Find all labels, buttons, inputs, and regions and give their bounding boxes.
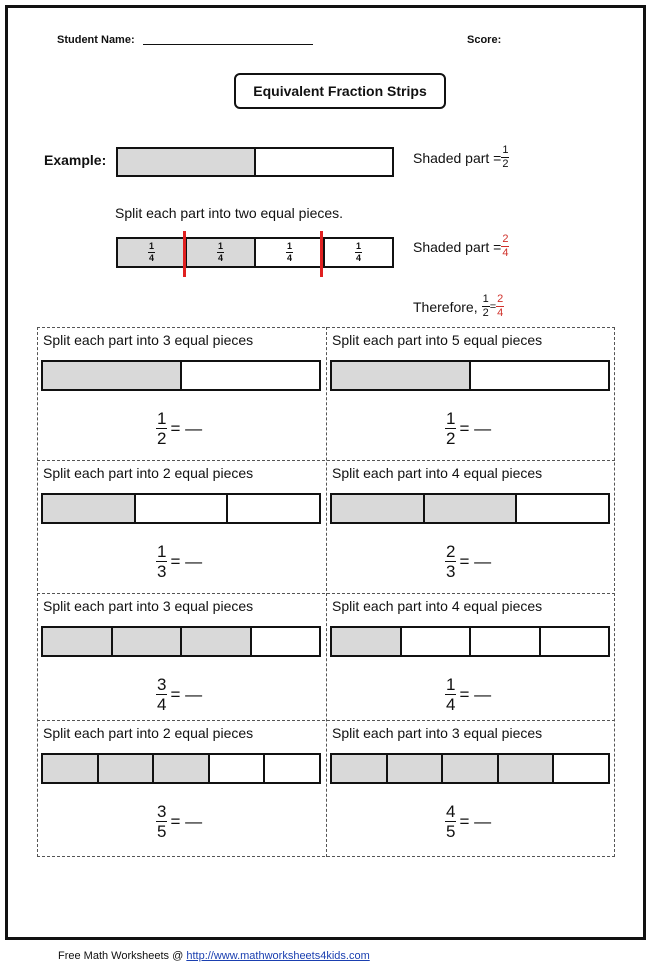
fraction-equation xyxy=(445,803,491,840)
strip-cell-shaded[interactable] xyxy=(332,362,469,389)
problem-instruction: Split each part into 3 equal pieces xyxy=(332,725,543,741)
fraction xyxy=(445,410,456,447)
fraction-equation xyxy=(445,543,491,580)
fraction-num: 4 xyxy=(446,802,456,821)
fraction-strip[interactable] xyxy=(41,626,321,657)
strip-cell[interactable] xyxy=(134,495,227,522)
footer-link[interactable]: http://www.mathworksheets4kids.com xyxy=(186,950,370,962)
fraction-num: 1 xyxy=(446,409,456,428)
problem-instruction: Split each part into 2 equal pieces xyxy=(43,725,254,741)
fraction-den: 3 xyxy=(446,562,456,581)
fraction-strip[interactable] xyxy=(330,493,610,524)
problem-instruction: Split each part into 4 equal pieces xyxy=(332,465,543,481)
fraction-equation xyxy=(156,676,202,713)
strip-cell[interactable] xyxy=(208,755,264,782)
footer-prefix: Free Math Worksheets @ xyxy=(58,950,184,962)
answer-blank[interactable]: = — xyxy=(170,418,203,438)
example-label: Example: xyxy=(44,152,107,168)
fraction xyxy=(156,543,167,580)
strip-cell-shaded[interactable] xyxy=(386,755,442,782)
fraction xyxy=(156,803,167,840)
strip-cell[interactable] xyxy=(552,755,608,782)
shaded-part-label: Shaded part = xyxy=(413,238,502,255)
strip-cell-shaded[interactable] xyxy=(423,495,516,522)
strip-cell-shaded xyxy=(118,149,254,175)
strip-cell-shaded[interactable] xyxy=(441,755,497,782)
fraction-num: 3 xyxy=(157,802,167,821)
fraction-strip[interactable] xyxy=(41,753,321,784)
fraction-num: 1 xyxy=(157,542,167,561)
strip-cell xyxy=(323,239,392,266)
problem-instruction: Split each part into 2 equal pieces xyxy=(43,465,254,481)
strip-cell-shaded[interactable] xyxy=(43,628,111,655)
strip-cell[interactable] xyxy=(180,362,319,389)
fraction xyxy=(156,676,167,713)
fraction-num: 2 xyxy=(446,542,456,561)
fraction-num: 1 xyxy=(157,409,167,428)
strip-cell[interactable] xyxy=(250,628,320,655)
strip-cell-shaded[interactable] xyxy=(43,755,97,782)
strip-cell[interactable] xyxy=(539,628,609,655)
fraction xyxy=(156,410,167,447)
fraction-num: 1 xyxy=(502,144,509,156)
red-divider xyxy=(320,231,323,277)
problem-instruction: Split each part into 3 equal pieces xyxy=(43,598,254,614)
fraction-strip[interactable] xyxy=(41,360,321,391)
strip-cell-shaded[interactable] xyxy=(180,628,250,655)
fraction: $\frac{2}{4}$ xyxy=(497,293,504,319)
answer-blank[interactable]: = — xyxy=(459,811,492,831)
fraction xyxy=(445,803,456,840)
footer xyxy=(58,950,370,962)
fraction-strip[interactable] xyxy=(330,753,610,784)
strip-cell[interactable] xyxy=(469,362,608,389)
strip-cell-shaded[interactable] xyxy=(43,495,134,522)
strip-cell[interactable] xyxy=(469,628,539,655)
strip-cell-shaded[interactable] xyxy=(332,755,386,782)
page-title: Equivalent Fraction Strips xyxy=(234,73,446,109)
fraction-equation xyxy=(156,803,202,840)
strip-cell-shaded[interactable] xyxy=(152,755,208,782)
fraction: $\frac{1}{2}$ xyxy=(482,293,489,319)
fraction-den: 4 xyxy=(157,695,167,714)
fraction xyxy=(501,145,509,170)
fraction: $\frac{1}{4}$ xyxy=(217,241,223,263)
answer-blank[interactable]: = — xyxy=(459,418,492,438)
fraction-num: 3 xyxy=(157,675,167,694)
strip-cell-shaded[interactable] xyxy=(497,755,553,782)
fraction-den: 4 xyxy=(446,695,456,714)
therefore-line xyxy=(413,294,504,319)
strip-cell xyxy=(254,149,392,175)
strip-cell-shaded xyxy=(118,239,185,266)
problem-instruction: Split each part into 4 equal pieces xyxy=(332,598,543,614)
answer-blank[interactable]: = — xyxy=(459,684,492,704)
fraction: $\frac{1}{4}$ xyxy=(148,241,154,263)
fraction xyxy=(445,676,456,713)
answer-blank[interactable]: = — xyxy=(170,551,203,571)
fraction-den: 4 xyxy=(502,247,509,259)
student-name-line[interactable] xyxy=(143,44,313,45)
answer-blank[interactable]: = — xyxy=(170,684,203,704)
example-instruction: Split each part into two equal pieces. xyxy=(115,205,344,221)
strip-cell-shaded[interactable] xyxy=(43,362,180,389)
fraction xyxy=(445,543,456,580)
fraction-num: 2 xyxy=(502,233,509,245)
answer-blank[interactable]: = — xyxy=(170,811,203,831)
fraction-equation xyxy=(156,543,202,580)
grid-divider xyxy=(326,327,327,857)
student-name-label: Student Name: xyxy=(57,34,135,46)
fraction-equation xyxy=(156,410,202,447)
strip-cell[interactable] xyxy=(226,495,319,522)
red-divider xyxy=(183,231,186,277)
strip-cell[interactable] xyxy=(263,755,319,782)
shaded-part-label: Shaded part = xyxy=(413,149,502,166)
strip-cell-shaded[interactable] xyxy=(332,628,400,655)
strip-cell xyxy=(254,239,323,266)
fraction-strip[interactable] xyxy=(41,493,321,524)
shaded-part-1 xyxy=(413,145,509,170)
problem-instruction: Split each part into 5 equal pieces xyxy=(332,332,543,348)
strip-cell-shaded[interactable] xyxy=(332,495,423,522)
fraction: $\frac{1}{4}$ xyxy=(286,241,292,263)
strip-cell-shaded[interactable] xyxy=(97,755,153,782)
equals-sign: = xyxy=(489,300,497,313)
fraction-equation xyxy=(445,410,491,447)
shaded-part-2 xyxy=(413,234,509,259)
fraction-strip[interactable] xyxy=(330,626,610,657)
strip-cell[interactable] xyxy=(400,628,470,655)
strip-cell-shaded xyxy=(185,239,254,266)
fraction: $\frac{1}{4}$ xyxy=(355,241,361,263)
strip-cell[interactable] xyxy=(515,495,608,522)
fraction-den: 5 xyxy=(446,822,456,841)
score-label: Score: xyxy=(467,34,502,46)
fraction-den: 2 xyxy=(502,158,509,170)
fraction-num: 1 xyxy=(446,675,456,694)
fraction-den: 5 xyxy=(157,822,167,841)
problem-instruction: Split each part into 3 equal pieces xyxy=(43,332,254,348)
fraction-strip[interactable] xyxy=(330,360,610,391)
strip-cell-shaded[interactable] xyxy=(111,628,181,655)
fraction-den: 2 xyxy=(446,429,456,448)
fraction xyxy=(501,234,509,259)
fraction-den: 3 xyxy=(157,562,167,581)
therefore-label: Therefore, xyxy=(413,298,478,315)
example-split-strip xyxy=(116,237,394,268)
example-strip xyxy=(116,147,394,177)
fraction-equation xyxy=(445,676,491,713)
fraction-den: 2 xyxy=(157,429,167,448)
answer-blank[interactable]: = — xyxy=(459,551,492,571)
